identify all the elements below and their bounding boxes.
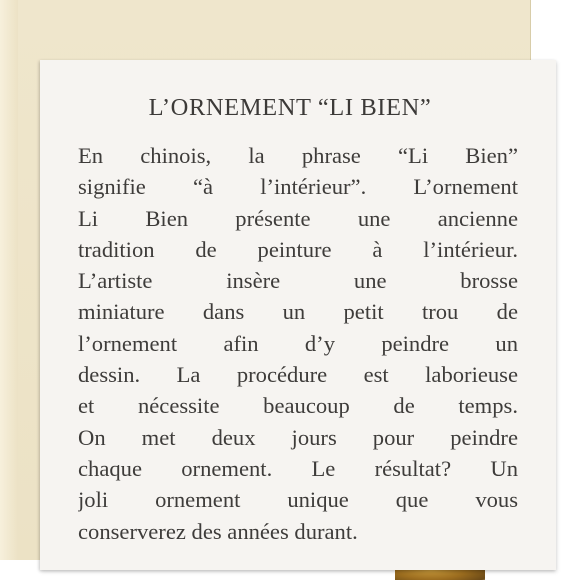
- card-body: [78, 140, 518, 547]
- background-card-edge: [0, 0, 18, 560]
- body-line-3: Li Bien présente une ancienne: [78, 205, 518, 231]
- body-line-1: En chinois, la phrase “Li Bien”: [78, 143, 518, 168]
- body-line-8: dessin. La procédure est laborieuse: [78, 362, 518, 388]
- body-line-4: tradition de peinture à l’intérieur.: [78, 236, 518, 262]
- body-line-11: chaque ornement. Le résultat? Un: [78, 455, 518, 481]
- body-line-7: l’ornement afin d’y peindre un: [78, 330, 518, 356]
- body-line-10: On met deux jours pour peindre: [78, 424, 518, 450]
- body-line-12: joli ornement unique que vous: [78, 487, 518, 513]
- body-line-5: L’artiste insère une brosse: [78, 268, 518, 294]
- body-line-6: miniature dans un petit trou de: [78, 299, 518, 325]
- card-title: L’ORNEMENT “LI BIEN”: [148, 94, 432, 121]
- body-line-13: conserverez des années durant.: [78, 518, 358, 544]
- body-line-2: signifie “à l’intérieur”. L’ornement: [78, 174, 518, 200]
- body-line-9: et nécessite beaucoup de temps.: [78, 393, 518, 419]
